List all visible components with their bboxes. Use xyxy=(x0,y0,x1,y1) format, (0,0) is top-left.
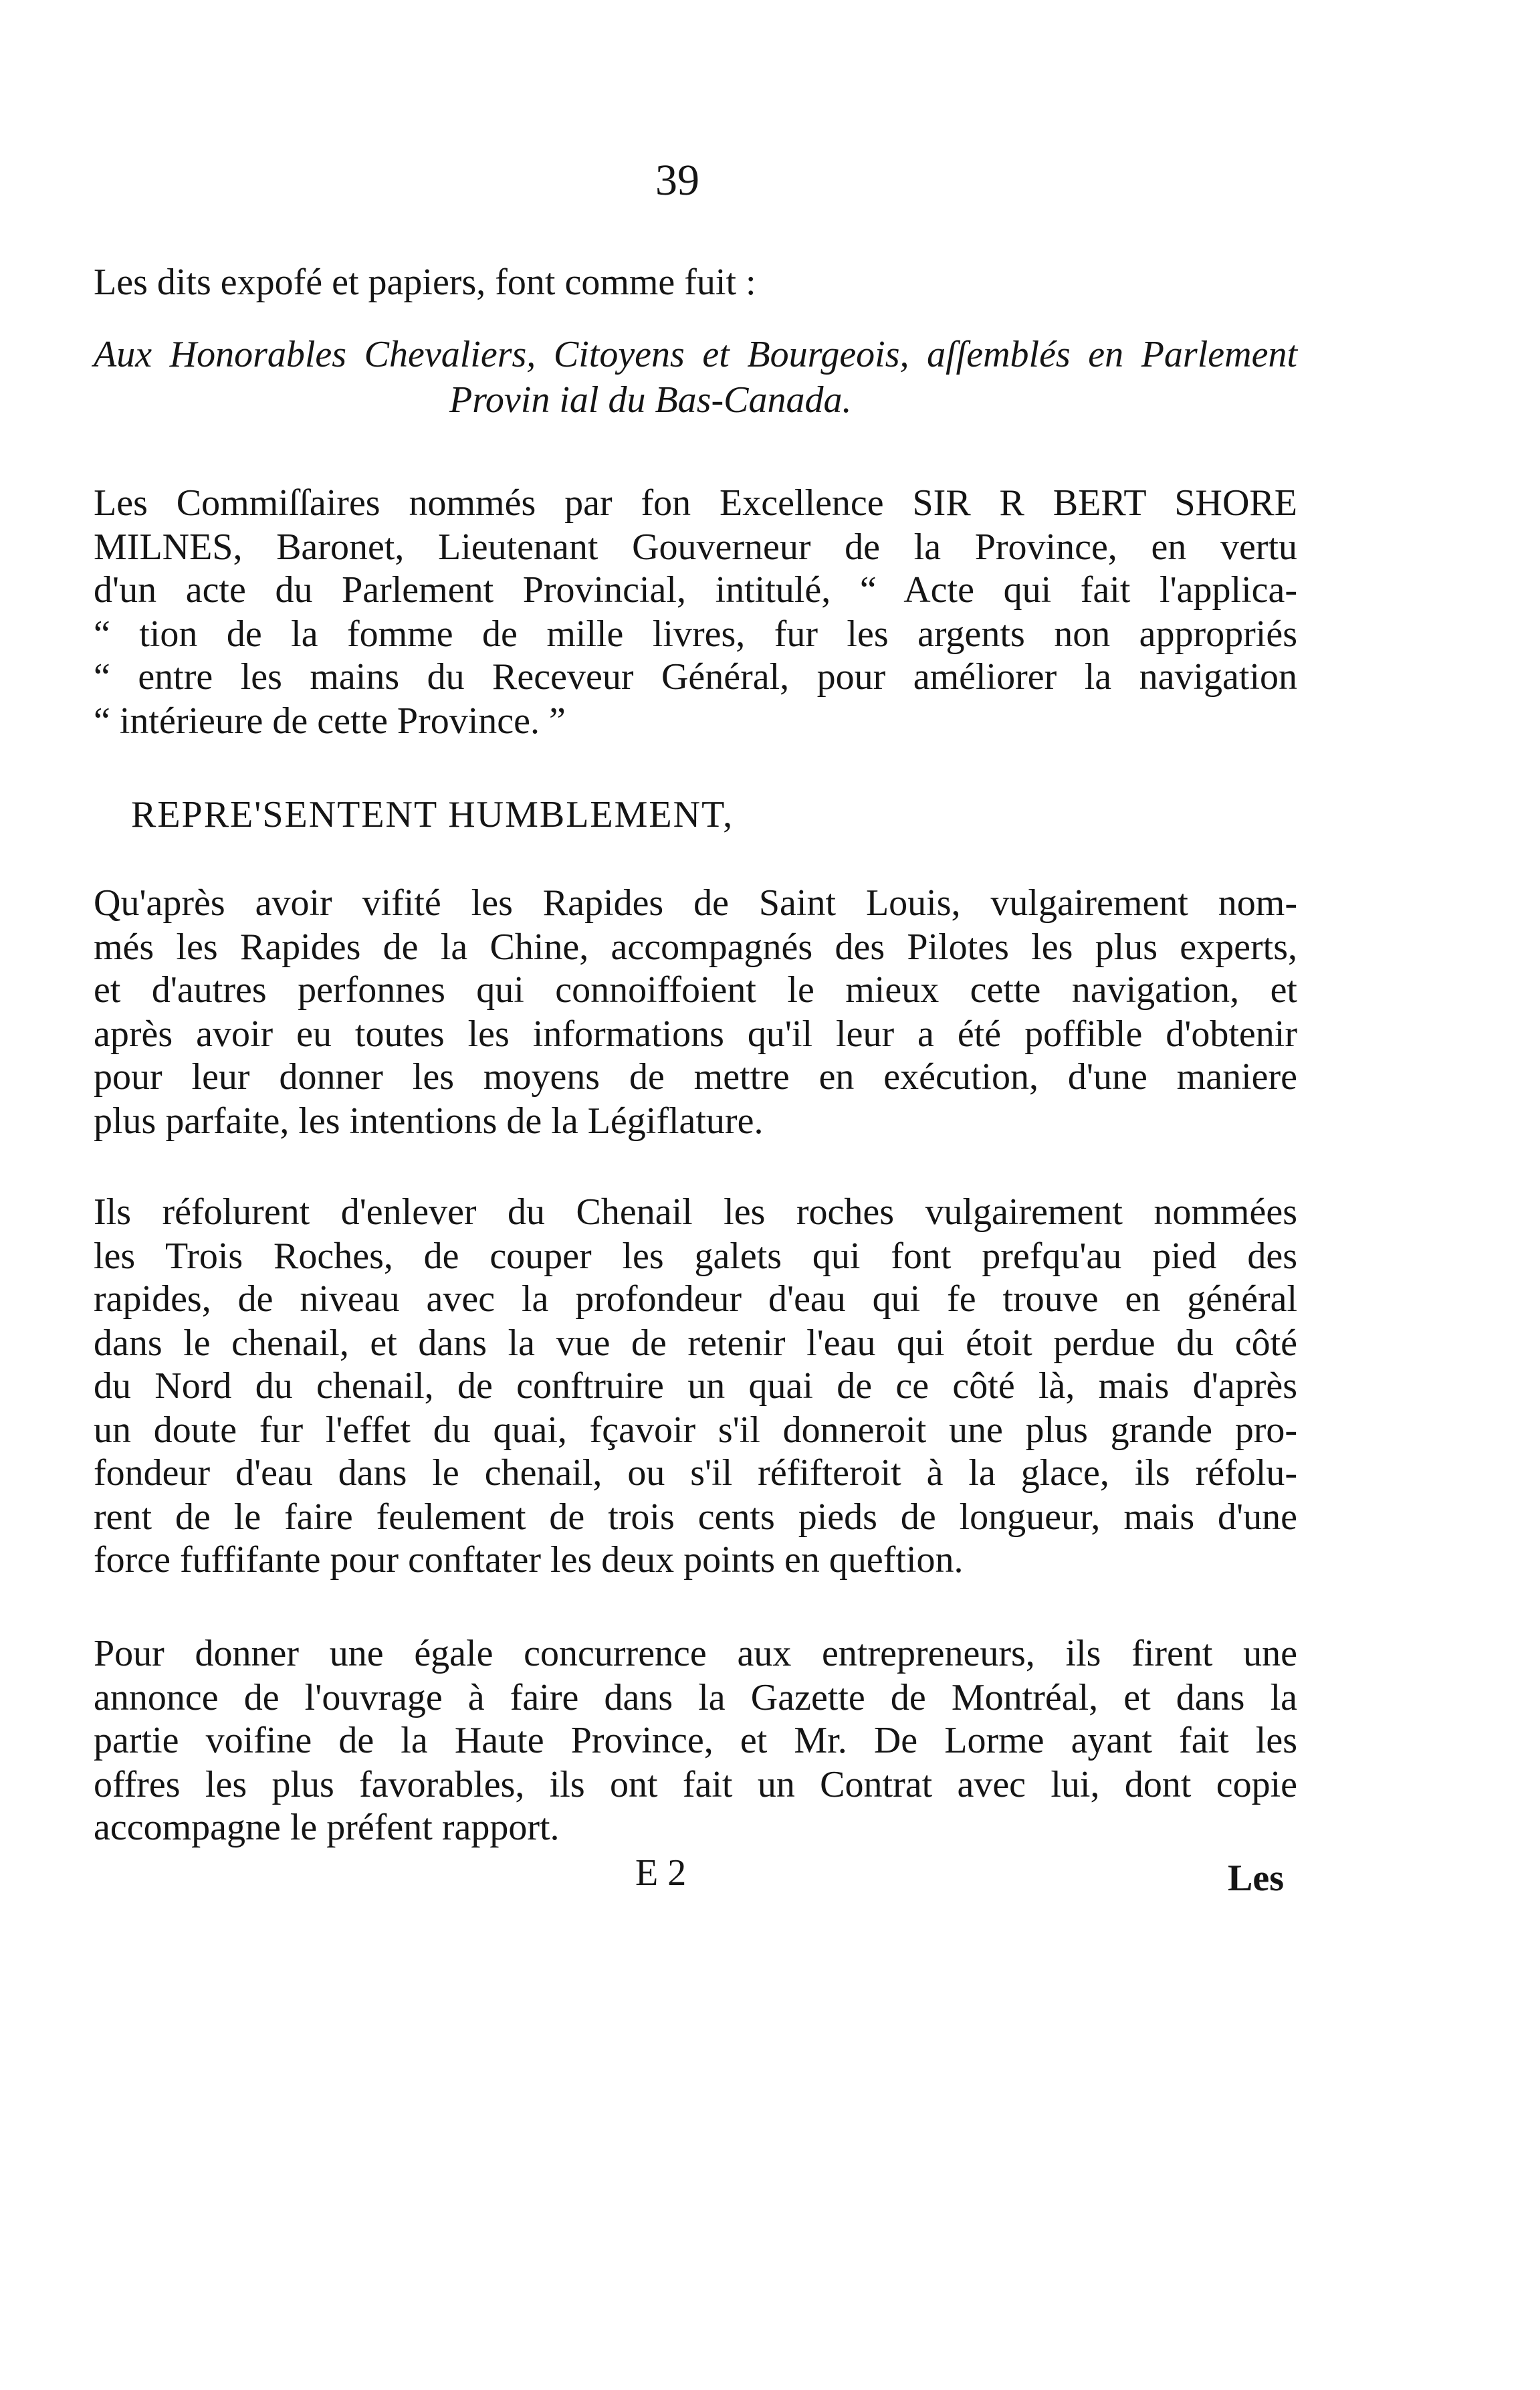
signature-mark: E 2 xyxy=(635,1852,687,1894)
address-line-2: Provin ial du Bas-Canada. xyxy=(449,379,852,421)
paragraph-2-line: après avoir eu toutes les informations qu'il leur a été poffible d'obtenir xyxy=(94,1013,1297,1055)
paragraph-1-line: “ tion de la fomme de mille livres, fur les argents non appropriés xyxy=(94,613,1297,655)
paragraph-3-line: un doute fur l'effet du quai, fçavoir s'il donneroit une plus grande pro- xyxy=(94,1409,1297,1451)
paragraph-4-line: offres les plus favorables, ils ont fait un Contrat avec lui, dont copie xyxy=(94,1764,1297,1805)
paragraph-3-line: du Nord du chenail, de conftruire un quai de ce côté là, mais d'après xyxy=(94,1365,1297,1407)
paragraph-2-line: Qu'après avoir vifité les Rapides de Saint Louis, vulgairement nom- xyxy=(94,882,1297,924)
paragraph-3-line: rapides, de niveau avec la profondeur d'eau qui fe trouve en général xyxy=(94,1278,1297,1320)
page-number: 39 xyxy=(655,156,699,205)
paragraph-3-line: force fuffifante pour conftater les deux points en queftion. xyxy=(94,1539,964,1581)
catchword: Les xyxy=(1228,1858,1284,1899)
paragraph-2-line: et d'autres perfonnes qui connoiffoient le mieux cette navigation, et xyxy=(94,969,1297,1011)
paragraph-2-line: més les Rapides de la Chine, accompagnés des Pilotes les plus experts, xyxy=(94,926,1297,968)
paragraph-1-line: “ intérieure de cette Province. ” xyxy=(94,700,566,742)
paragraph-4-line: accompagne le préfent rapport. xyxy=(94,1807,560,1848)
paragraph-3-line: Ils réfolurent d'enlever du Chenail les roches vulgairement nommées xyxy=(94,1191,1297,1233)
paragraph-4-line: partie voifine de la Haute Province, et Mr. De Lorme ayant fait les xyxy=(94,1720,1297,1761)
paragraph-3-line: les Trois Roches, de couper les galets qui font prefqu'au pied des xyxy=(94,1235,1297,1277)
paragraph-4-line: annonce de l'ouvrage à faire dans la Gazette de Montréal, et dans la xyxy=(94,1677,1297,1718)
paragraph-1-line: d'un acte du Parlement Provincial, intitulé, “ Acte qui fait l'applica- xyxy=(94,569,1297,611)
section-heading: REPRE'SENTENT HUMBLEMENT, xyxy=(131,794,734,835)
paragraph-2-line: plus parfaite, les intentions de la Légiflature. xyxy=(94,1100,764,1142)
paragraph-1-line: MILNES, Baronet, Lieutenant Gouverneur de la Province, en vertu xyxy=(94,526,1297,568)
paragraph-2-line: pour leur donner les moyens de mettre en exécution, d'une maniere xyxy=(94,1056,1297,1098)
paragraph-3-line: dans le chenail, et dans la vue de retenir l'eau qui étoit perdue du côté xyxy=(94,1322,1297,1364)
intro-line: Les dits expofé et papiers, font comme fuit : xyxy=(94,262,756,303)
paragraph-1-line: “ entre les mains du Receveur Général, pour améliorer la navigation xyxy=(94,656,1297,698)
paragraph-3-line: fondeur d'eau dans le chenail, ou s'il réfifteroit à la glace, ils réfolu- xyxy=(94,1452,1297,1494)
address-line-1: Aux Honorables Chevaliers, Citoyens et Bourgeois, aſſemblés en Parlement xyxy=(94,334,1297,375)
paragraph-4-line: Pour donner une égale concurrence aux entrepreneurs, ils firent une xyxy=(94,1633,1297,1674)
paragraph-1-line: Les Commiſſaires nommés par fon Excellence SIR R BERT SHORE xyxy=(94,482,1297,524)
paragraph-3-line: rent de le faire feulement de trois cents pieds de longueur, mais d'une xyxy=(94,1496,1297,1538)
